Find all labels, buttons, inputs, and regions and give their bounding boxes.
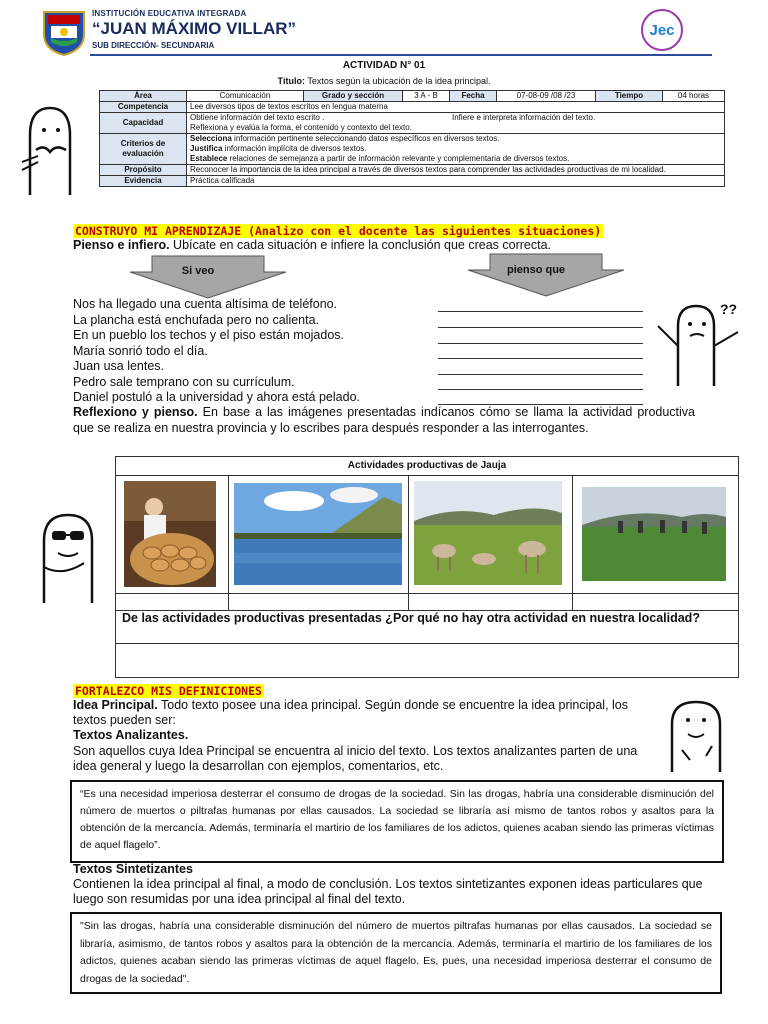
reflect-rest: En base a las imágenes presentadas indícanos cómo se llama la actividad productiva que se realiza en nuestra provincia y lo escribes para después responder a las interrogantes. — [73, 405, 695, 435]
sintetizantes-title: Textos Sintetizantes — [73, 862, 193, 876]
cell-divider — [228, 476, 229, 610]
analizantes-example-box: “Es una necesidad imperiosa desterrar el consumo de drogas de la sociedad. Sin las drogas, habría una considerable disminución del número de muertos o piltrafas humanas por ellas causados. La sociedad se libraría así mismo de tantos robos y asaltos para la obtención de la mercancía. Además, terminaría el martirio de los familiares de los adictos, quienes acaban siendo las primeras víctimas de aquel flagelo”. — [70, 780, 724, 863]
idea-rest: Todo texto posee una idea principal. Según donde se encuentre la idea principal, los textos pueden ser: — [73, 698, 629, 727]
idea-bold: Idea Principal. — [73, 698, 158, 712]
evidencia-value: Práctica calificada — [187, 176, 725, 187]
fecha-value: 07-08-09 /08 /23 — [497, 91, 596, 102]
activity-title: ACTIVIDAD N° 01 — [342, 60, 426, 71]
productive-question: De las actividades productivas presentadas ¿Por qué no hay otra actividad en nuestra localidad? — [122, 611, 700, 625]
capacidad-1: Obtiene información del texto escrito . — [190, 113, 325, 122]
idea-principal-paragraph — [73, 698, 648, 728]
proposito-label: Propósito — [100, 165, 187, 176]
jec-logo — [640, 8, 684, 52]
analizantes-title: Textos Analizantes. — [73, 728, 189, 742]
row-divider — [116, 593, 738, 594]
header-rule — [90, 54, 712, 56]
tiempo-value: 04 horas — [663, 91, 725, 102]
answer-line[interactable] — [438, 389, 643, 390]
criterio1-rest: información pertinente seleccionando datos específicos en diversos textos. — [231, 134, 500, 143]
grado-label: Grado y sección — [304, 91, 403, 102]
reflect-bold: Reflexiono y pienso. — [73, 405, 198, 419]
grado-value: 3 A - B — [403, 91, 450, 102]
fecha-label: Fecha — [450, 91, 497, 102]
situation-item: Juan usa lentes. — [73, 359, 165, 373]
intro-rest: Ubícate en cada situación e infiere la conclusión que creas correcta. — [169, 238, 552, 252]
answer-line[interactable] — [438, 311, 643, 312]
productive-title: Actividades productivas de Jauja — [116, 457, 738, 476]
area-value: Comunicación — [187, 91, 304, 102]
row-divider — [116, 643, 738, 644]
doodle-confused-character — [650, 296, 750, 388]
doodle-sunglasses-character — [30, 505, 108, 605]
capacidad-1b: Infiere e interpreta información del texto. — [452, 113, 596, 122]
competencia-value: Lee diversos tipos de textos escritos en lengua materna — [187, 102, 725, 113]
criterio3-bold: Establece — [190, 154, 228, 163]
situation-item: Pedro sale temprano con su currículum. — [73, 374, 295, 389]
proposito-value: Reconocer la importancia de la idea principal a través de diversos textos para comprender las actividades productivas de mi localidad. — [187, 165, 725, 176]
situation-item: María sonrió todo el día. — [73, 343, 208, 358]
area-label: Área — [100, 91, 187, 102]
situation-item: Nos ha llegado una cuenta altísima de teléfono. — [73, 297, 338, 311]
doodle-mustache-character — [18, 100, 76, 200]
subtitle-label: Título: — [277, 76, 306, 86]
svg-text:Jec: Jec — [649, 22, 675, 39]
criterio1-bold: Selecciona — [190, 134, 232, 143]
capacidad-value — [187, 113, 725, 134]
evidencia-label: Evidencia — [100, 176, 187, 187]
criterios-label: Criterios de evaluación — [100, 134, 187, 165]
bread-photo — [124, 481, 216, 587]
school-line3: SUB DIRECCIÓN- SECUNDARIA — [92, 41, 215, 50]
arrow-si-veo — [128, 254, 288, 300]
capacidad-label: Capacidad — [100, 113, 187, 134]
arrow-si-veo-label: Si veo — [181, 265, 215, 277]
tiempo-label: Tiempo — [596, 91, 663, 102]
svg-text:??: ?? — [720, 301, 738, 317]
arrow-pienso-que-label: pienso que — [506, 264, 566, 276]
intro-paragraph — [73, 238, 713, 252]
answer-line[interactable] — [438, 343, 643, 344]
situation-item: En un pueblo los techos y el piso están mojados. — [73, 328, 345, 342]
section2-title-text: FORTALEZCO MIS DEFINICIONES — [75, 684, 262, 698]
criterio2-bold: Justifica — [190, 144, 223, 153]
lake-photo — [234, 483, 402, 585]
doodle-smiling-character — [654, 694, 734, 774]
activity-subtitle — [0, 76, 768, 86]
school-name: “JUAN MÁXIMO VILLAR” — [92, 19, 296, 38]
cell-divider — [572, 476, 573, 610]
criterios-value — [187, 134, 725, 165]
criterio2-rest: información implícita de diversos textos. — [222, 144, 367, 153]
sintetizantes-text: Contienen la idea principal al final, a modo de conclusión. Los textos sintetizantes exponen ideas particulares que luego son resumidas por una idea principal al final del texto. — [73, 877, 703, 906]
situations-list — [73, 297, 443, 406]
field-photo — [582, 487, 726, 581]
situation-item: Daniel postuló a la universidad y ahora está pelado. — [73, 390, 360, 404]
competencia-label: Competencia — [100, 102, 187, 113]
subtitle-value: Textos según la ubicación de la idea principal. — [307, 76, 491, 86]
section1-title-text: CONSTRUYO MI APRENDIZAJE (Analizo con el docente las siguientes situaciones) — [75, 224, 602, 238]
analizantes-text: Son aquellos cuya Idea Principal se encuentra al inicio del texto. Los textos analizantes parten de una idea general y luego la desarrollan con ejemplos, comentarios, etc. — [73, 744, 638, 773]
reflect-paragraph — [73, 405, 695, 436]
answer-line[interactable] — [438, 327, 643, 328]
cell-divider — [408, 476, 409, 610]
answer-line[interactable] — [438, 374, 643, 375]
school-line1: INSTITUCIÓN EDUCATIVA INTEGRADA — [92, 9, 247, 18]
criterio3-rest: relaciones de semejanza a partir de información relevante y complementaria de diversos textos. — [227, 154, 570, 163]
sintetizantes-example-box: "Sin las drogas, habría una considerable disminución del número de muertos piltrafas humanas por ellas causados. La sociedad se libraría, asimismo, de tantos robos y asaltos para la obtención de la mercancía. Además, terminaría el martirio de los familiares de los adictos, quienes acaban siendo las primeras víctimas de aquel flagelo. Es, pues, una necesidad imperiosa desterrar el consumo de drogas de la sociedad". — [70, 912, 722, 994]
productive-activities-table — [115, 456, 739, 678]
school-crest-logo — [42, 8, 86, 56]
info-table — [99, 90, 725, 187]
situation-item: La plancha está enchufada pero no calienta. — [73, 312, 320, 327]
capacidad-2: Reflexiona y evalúa la forma, el contenido y contexto del texto. — [190, 123, 412, 132]
cattle-photo — [414, 481, 562, 585]
answer-line[interactable] — [438, 358, 643, 359]
intro-bold: Pienso e infiero. — [73, 238, 170, 252]
